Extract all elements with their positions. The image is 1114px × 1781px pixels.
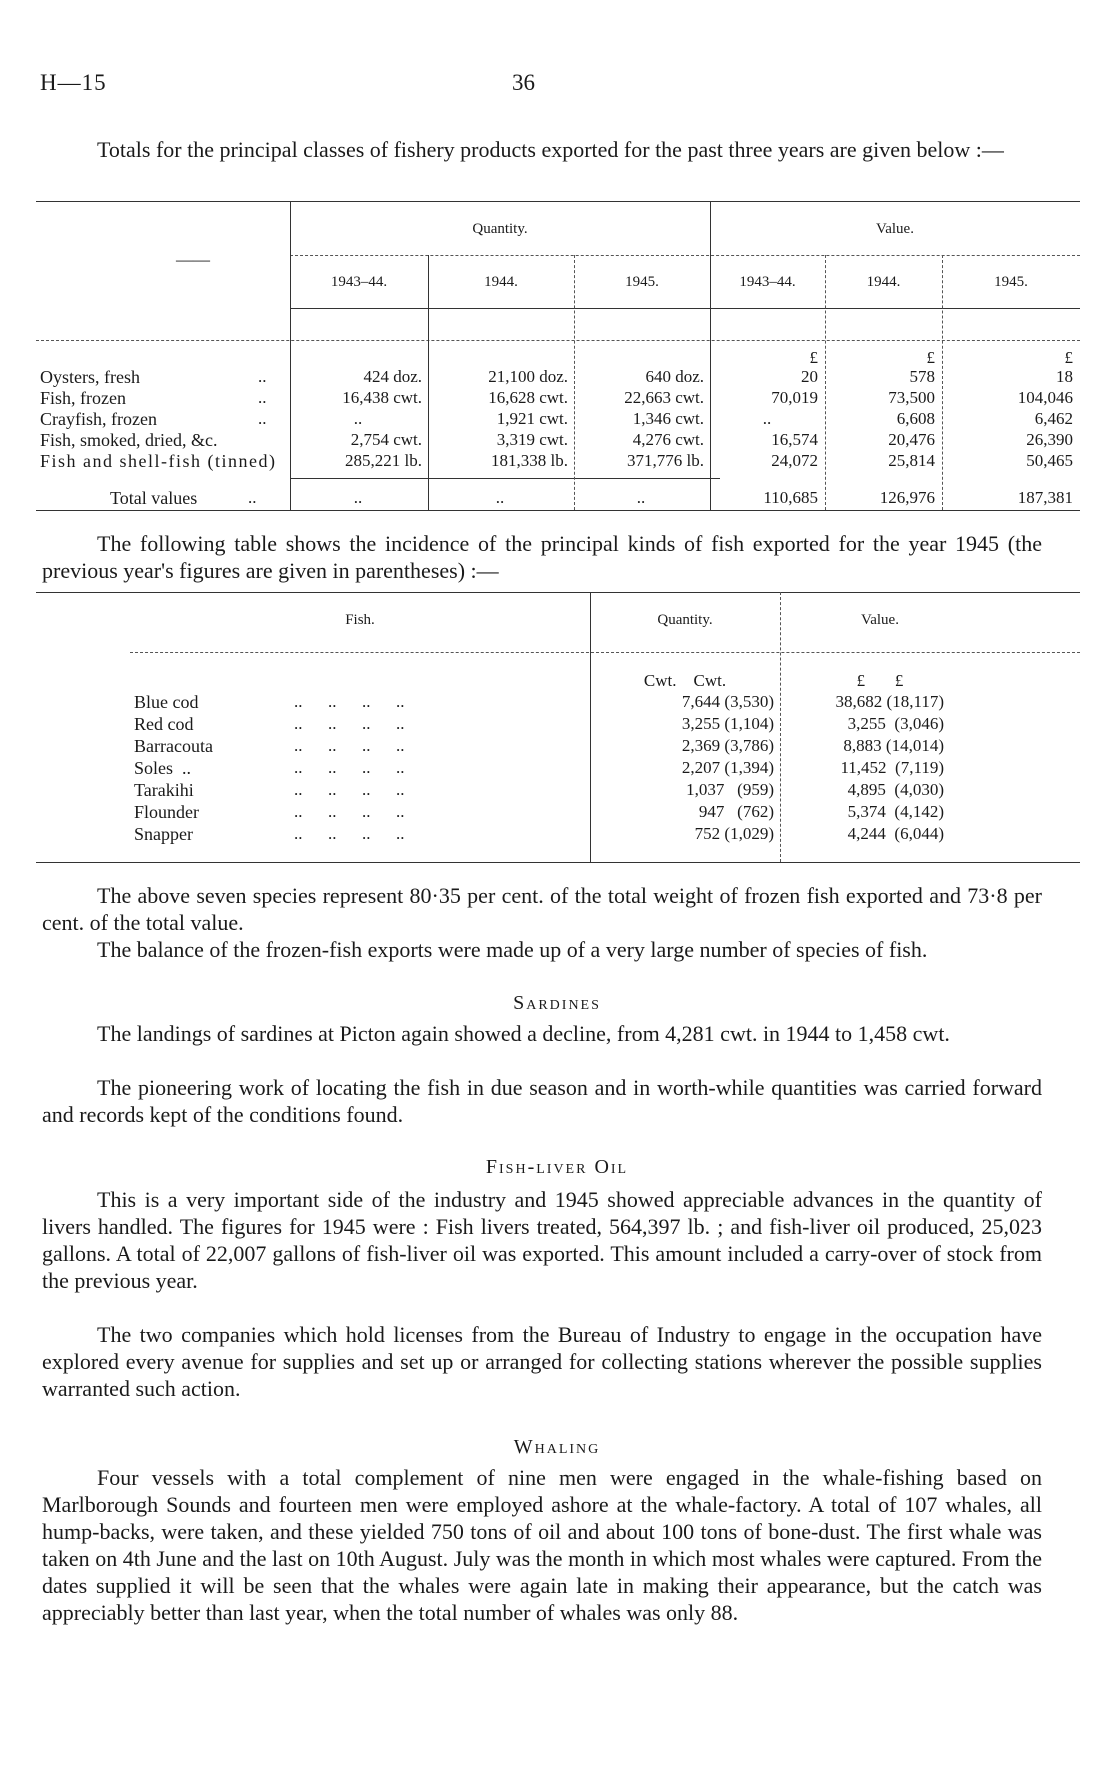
table-cell: 24,072 xyxy=(771,451,818,470)
table-cell: .. xyxy=(353,409,363,428)
table-cell: 70,019 xyxy=(771,388,818,407)
table-row-label: Soles .. xyxy=(134,758,192,778)
table-cell: 187,381 xyxy=(1017,488,1073,507)
whaling-paragraph xyxy=(42,1464,1042,1626)
leader-dots: .. .. .. .. xyxy=(294,758,405,777)
table2-units-quantity: Cwt. Cwt. xyxy=(643,671,727,690)
table1-group-rule xyxy=(290,255,1080,256)
table1-bottom-rule xyxy=(36,510,1080,511)
table-cell: .. xyxy=(762,409,772,428)
table1-divider-1 xyxy=(290,201,291,510)
leader-dots: .. .. .. .. xyxy=(294,736,405,755)
table-row-label: Red cod xyxy=(134,714,194,734)
liver-paragraph-2 xyxy=(42,1321,1042,1402)
table1-blank-label: —— xyxy=(176,250,210,269)
intro-paragraph-1-text: Totals for the principal classes of fishery products exported for the past three years are given below :— xyxy=(97,137,1004,162)
table1-divider-6 xyxy=(942,255,943,510)
table1-divider-2 xyxy=(428,255,429,510)
liver-paragraph-2-text: The two companies which hold licenses from the Bureau of Industry to engage in the occupation have explored every avenue for supplies and set up or arranged for collecting stations wherever the possible supplies warranted such action. xyxy=(42,1322,1042,1401)
table-cell: 3,255 (1,104) xyxy=(681,714,774,733)
table-cell: 1,346 cwt. xyxy=(632,409,704,428)
table1-divider-5 xyxy=(825,255,826,510)
table-cell: 1,037 (959) xyxy=(686,780,774,799)
whaling-paragraph-text: Four vessels with a total complement of nine men were engaged in the whale-fishing based on Marlborough Sounds and fourteen men were employed ashore at the whale-factory. A total of 107 whales, all hump-backs, were taken, and these yielded 750 tons of oil and about 100 tons of bone-dust. The first whale was taken on 4th June and the last on 10th August. July was the month in which most whales were captured. From the dates supplied it will be seen that the whales were again late in making their appearance, but the catch was appreciably better than last year, when the total number of whales was only 88. xyxy=(42,1465,1042,1625)
table-total-label: Total values xyxy=(110,488,198,508)
table-cell: 4,276 cwt. xyxy=(632,430,704,449)
intro-paragraph-2 xyxy=(42,530,1042,584)
table2-col-value: Value. xyxy=(861,612,899,628)
table-cell: 16,574 xyxy=(771,430,818,449)
table-row-label: Fish, smoked, dried, &c. xyxy=(40,430,218,450)
table-cell: 4,244 (6,044) xyxy=(847,824,944,843)
table1-header-rule xyxy=(36,340,1080,341)
table2-col-quantity: Quantity. xyxy=(657,612,713,628)
leader-dots: .. .. .. .. xyxy=(294,824,405,843)
table2-bottom-rule xyxy=(36,862,1080,863)
table1-subtotal-rule-q xyxy=(290,478,720,479)
table1-year-q-2: 1944. xyxy=(484,274,518,290)
leader-dots: .. xyxy=(248,488,257,507)
table1-year-q-1: 1943–44. xyxy=(330,274,388,290)
table-cell: 2,369 (3,786) xyxy=(681,736,774,755)
table1-group-quantity: Quantity. xyxy=(472,221,528,237)
intro-paragraph-1 xyxy=(42,136,1042,163)
table2-col-fish: Fish. xyxy=(345,612,375,628)
table1-year-v-1: 1943–44. xyxy=(739,274,796,290)
table-cell: .. xyxy=(353,488,363,507)
leader-dots: .. xyxy=(258,367,267,386)
table-cell: .. xyxy=(495,488,505,507)
table-cell: 20 xyxy=(801,367,818,386)
leader-dots: .. xyxy=(258,388,267,407)
table2-divider-1 xyxy=(590,592,591,862)
table-cell: 22,663 cwt. xyxy=(624,388,704,407)
leader-dots: .. .. .. .. xyxy=(294,714,405,733)
sardines-paragraph-1-text: The landings of sardines at Picton again showed a decline, from 4,281 cwt. in 1944 to 1,458 cwt. xyxy=(97,1021,950,1046)
table-row-label: Fish and shell-fish (tinned) xyxy=(40,451,277,471)
sardines-paragraph-1 xyxy=(42,1020,1042,1047)
table2-header-rule xyxy=(130,652,1080,653)
table-cell: 126,976 xyxy=(879,488,935,507)
table-cell: 38,682 (18,117) xyxy=(835,692,944,711)
species-paragraph-1-text: The above seven species represent 80·35 per cent. of the total weight of frozen fish exported and 73·8 per cent. of the total value. xyxy=(42,883,1042,935)
table-cell: .. xyxy=(636,488,646,507)
species-paragraph-2-text: The balance of the frozen-fish exports were made up of a very large number of species of fish. xyxy=(97,937,928,962)
table1-top-rule xyxy=(36,201,1080,202)
table-cell: 6,608 xyxy=(896,409,935,428)
liver-paragraph-1 xyxy=(42,1186,1042,1294)
table-row-label: Tarakihi xyxy=(134,780,194,800)
page-number: 36 xyxy=(512,70,535,95)
table-row-label: Fish, frozen xyxy=(40,388,126,408)
table1-year-v-2: 1944. xyxy=(866,274,901,290)
table1-year-q-3: 1945. xyxy=(625,274,659,290)
sardines-paragraph-2 xyxy=(42,1074,1042,1128)
table-row-label: Crayfish, frozen xyxy=(40,409,157,429)
table-cell: 752 (1,029) xyxy=(694,824,774,843)
sardines-paragraph-2-text: The pioneering work of locating the fish in due season and in worth-while quantities was carried forward and records kept of the conditions found. xyxy=(42,1075,1042,1127)
species-paragraph-1 xyxy=(42,882,1042,936)
table-cell: 4,895 (4,030) xyxy=(847,780,944,799)
leader-dots: .. .. .. .. xyxy=(294,802,405,821)
leader-dots: .. .. .. .. xyxy=(294,780,405,799)
table-row-label: Blue cod xyxy=(134,692,199,712)
table2-units-value: £ £ xyxy=(856,671,904,690)
table-cell: 578 xyxy=(909,367,935,386)
table1-year-v-3: 1945. xyxy=(994,274,1028,290)
table-cell: 3,319 cwt. xyxy=(496,430,568,449)
table-cell: 8,883 (14,014) xyxy=(843,736,944,755)
table-cell: 25,814 xyxy=(888,451,935,470)
heading-fish-liver-oil: Fish-liver Oil xyxy=(485,1156,629,1178)
table2-top-rule xyxy=(36,592,1080,593)
table-cell: 285,221 lb. xyxy=(345,451,422,470)
table-row-label: Snapper xyxy=(134,824,193,844)
table1-divider-3 xyxy=(574,255,575,510)
table-cell: 947 (762) xyxy=(698,802,774,821)
report-reference: H—15 xyxy=(40,70,107,95)
table-cell: 21,100 doz. xyxy=(488,367,568,386)
table-cell: 640 doz. xyxy=(645,367,704,386)
table-cell: 104,046 xyxy=(1017,388,1073,407)
leader-dots: .. xyxy=(258,409,267,428)
table1-years-rule xyxy=(290,308,1080,309)
table-row-label: Barracouta xyxy=(134,736,213,756)
table-cell: 50,465 xyxy=(1026,451,1073,470)
table1-currency-2: £ xyxy=(926,348,935,367)
table-cell: 26,390 xyxy=(1026,430,1073,449)
table-row-label: Oysters, fresh xyxy=(40,367,140,387)
table-cell: 16,628 cwt. xyxy=(488,388,568,407)
table-cell: 181,338 lb. xyxy=(491,451,568,470)
table-row-label: Flounder xyxy=(134,802,199,822)
leader-dots: .. .. .. .. xyxy=(294,692,405,711)
table-cell: 73,500 xyxy=(888,388,935,407)
table-cell: 110,685 xyxy=(763,488,818,507)
heading-whaling: Whaling xyxy=(513,1436,601,1458)
species-paragraph-2 xyxy=(42,936,1042,963)
table-cell: 16,438 cwt. xyxy=(342,388,422,407)
intro-paragraph-2-text: The following table shows the incidence of the principal kinds of fish exported for the year 1945 (the previous year's figures are given in parentheses) :— xyxy=(42,531,1042,583)
table-cell: 6,462 xyxy=(1034,409,1073,428)
table-cell: 371,776 lb. xyxy=(627,451,704,470)
table-cell: 2,754 cwt. xyxy=(350,430,422,449)
table-cell: 18 xyxy=(1056,367,1073,386)
table1-currency-3: £ xyxy=(1064,348,1073,367)
liver-paragraph-1-text: This is a very important side of the industry and 1945 showed appreciable advances in the quantity of livers handled. The figures for 1945 were : Fish livers treated, 564,397 lb. ; and fish-liver oil produced, 25,023 gallons. A total of 22,007 gallons of fish-liver oil was exported. This amount included a carry-over of stock from the previous year. xyxy=(42,1187,1042,1293)
table-cell: 1,921 cwt. xyxy=(496,409,568,428)
heading-sardines: Sardines xyxy=(513,992,601,1014)
table-cell: 20,476 xyxy=(888,430,935,449)
table-cell: 11,452 (7,119) xyxy=(840,758,944,777)
table-cell: 2,207 (1,394) xyxy=(681,758,774,777)
table2-divider-2 xyxy=(780,592,781,862)
table-cell: 3,255 (3,046) xyxy=(847,714,944,733)
table-cell: 5,374 (4,142) xyxy=(847,802,944,821)
table-cell: 7,644 (3,530) xyxy=(681,692,774,711)
table1-group-value: Value. xyxy=(876,221,914,237)
table1-currency-1: £ xyxy=(809,348,818,367)
table-cell: 424 doz. xyxy=(363,367,422,386)
table1-divider-4 xyxy=(710,201,711,510)
